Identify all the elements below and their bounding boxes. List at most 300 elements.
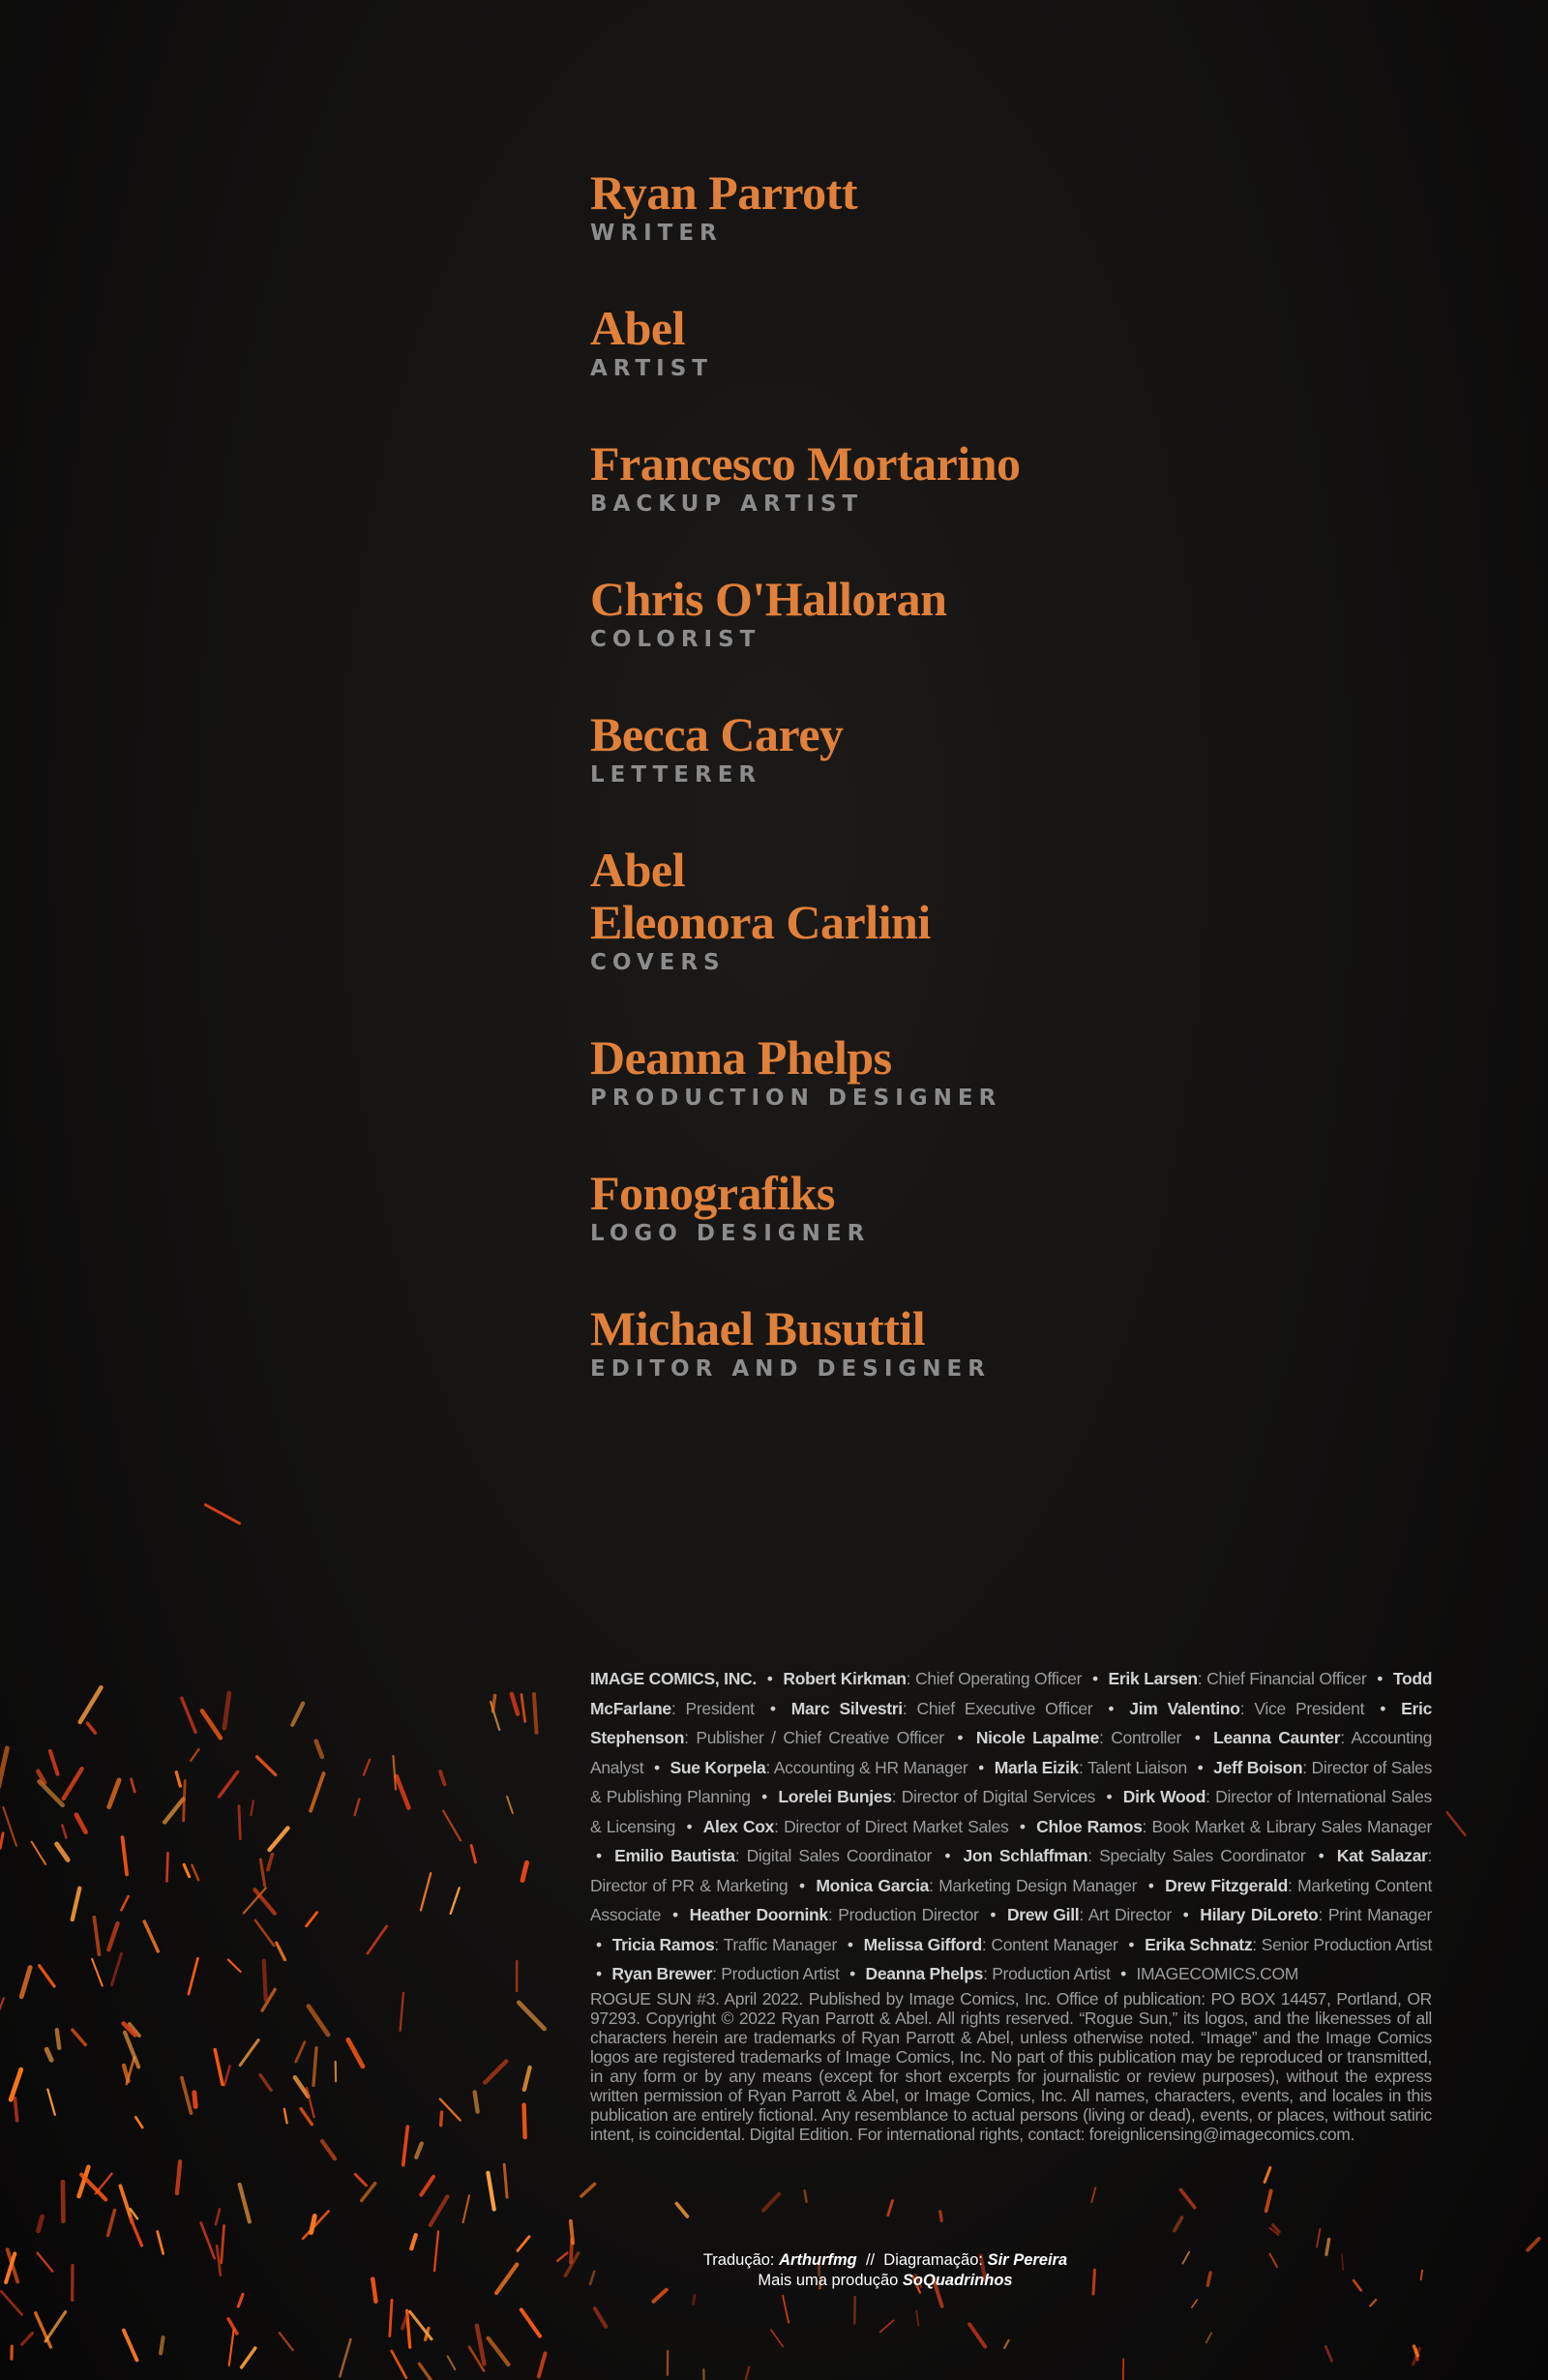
bullet-separator: • [766, 1669, 773, 1688]
credit-role: PRODUCTION DESIGNER [590, 1086, 1002, 1111]
credit-block [590, 844, 1461, 975]
credit-name: Ryan Parrott [590, 165, 857, 220]
ember-spark [46, 2049, 51, 2060]
staff-name: Nicole Lapalme [975, 1728, 1100, 1747]
ember-spark [158, 2231, 164, 2253]
ember-spark [22, 2334, 33, 2344]
ember-spark [783, 2296, 789, 2323]
ember-spark [571, 2221, 573, 2244]
ember-spark [39, 2216, 43, 2231]
ember-spark [448, 2356, 456, 2369]
ember-spark [166, 1853, 167, 1881]
staff-title: Accounting & HR Manager [773, 1757, 968, 1777]
ember-spark [50, 1751, 58, 1774]
staff-name: Dirk Wood [1122, 1787, 1206, 1806]
ember-spark [1266, 2190, 1271, 2211]
scan-credits-line-1 [580, 2250, 1190, 2271]
ember-spark [254, 1889, 275, 1914]
ember-spark [239, 1806, 240, 1839]
staff-name: Hilary DiLoreto [1200, 1905, 1319, 1924]
ember-spark [805, 2190, 807, 2201]
ember-spark [191, 1749, 198, 1761]
ember-spark [57, 1844, 69, 1859]
ember-spark [15, 2098, 16, 2121]
credit-name: Abel [590, 843, 685, 897]
staff-title: Vice President [1254, 1698, 1365, 1718]
credit-block [590, 1302, 1461, 1382]
ember-spark [260, 2075, 271, 2091]
bullet-separator: • [671, 1905, 678, 1924]
ember-spark [307, 2088, 314, 2117]
ember-spark [38, 2253, 53, 2272]
credit-name: Eleonora Carlini [590, 895, 931, 949]
credits-list [590, 166, 1461, 1438]
ember-spark [512, 1694, 518, 1714]
ember-spark [88, 1723, 96, 1733]
bullet-separator: • [761, 1787, 767, 1806]
staff-title: Director of Sales & Publishing Planning [590, 1757, 1433, 1806]
staff-name: Sue Korpela [670, 1757, 766, 1777]
ember-spark [411, 2235, 416, 2248]
ember-spark [242, 2348, 255, 2367]
staff-title: Specialty Sales Coordinator [1099, 1846, 1306, 1865]
ember-spark [1192, 2300, 1198, 2307]
ember-spark [124, 2331, 137, 2361]
ember-spark [202, 1711, 221, 1738]
ember-spark [440, 1771, 444, 1784]
bullet-separator: • [957, 1728, 964, 1747]
bullet-separator: • [769, 1698, 776, 1718]
ember-spark [45, 2312, 66, 2341]
ember-spark [0, 1833, 3, 1848]
credit-role: COVERS [590, 950, 726, 975]
credit-block [590, 1167, 1461, 1246]
ember-spark [189, 1958, 198, 1994]
ember-spark [403, 2127, 408, 2164]
staff-name: Heather Doornink [689, 1905, 828, 1924]
credit-name: Francesco Mortarino [590, 436, 1021, 491]
ember-spark [11, 2069, 21, 2099]
ember-spark [313, 2048, 316, 2086]
staff-title: Director of Direct Market Sales [784, 1816, 1009, 1836]
ember-spark [440, 2099, 461, 2121]
bullet-separator: • [944, 1846, 951, 1865]
ember-spark [355, 1800, 360, 1815]
ember-spark [111, 1953, 121, 1985]
credit-name: Chris O'Halloran [590, 572, 947, 626]
staff-title: Talent Liaison [1087, 1757, 1187, 1777]
ember-spark [224, 1693, 229, 1728]
ember-spark [364, 1760, 370, 1775]
ember-spark [1206, 2333, 1211, 2342]
ember-spark [194, 2093, 195, 2107]
ember-spark [182, 2078, 192, 2114]
ember-spark [519, 2003, 544, 2029]
bullet-separator: • [1182, 1905, 1189, 1924]
ember-spark [268, 1854, 273, 1869]
staff-name: Drew Gill [1006, 1905, 1080, 1924]
ember-spark [431, 2196, 448, 2225]
staff-title: Book Market & Library Sales Manager [1151, 1816, 1432, 1836]
staff-name: Jon Schlaffman [963, 1846, 1088, 1865]
staff-name: Chloe Ramos [1036, 1816, 1143, 1836]
ember-spark [123, 1837, 128, 1874]
bullet-separator: • [1147, 1875, 1154, 1895]
credit-block [590, 708, 1461, 788]
ember-spark [471, 1846, 475, 1862]
ember-spark [1270, 2254, 1277, 2267]
ember-spark [1447, 1812, 1466, 1834]
ember-spark [311, 1773, 323, 1811]
ember-spark [763, 2194, 779, 2211]
ember-spark [451, 1888, 460, 1914]
staff-name: Ryan Brewer [611, 1964, 713, 1983]
ember-spark [1180, 2189, 1194, 2207]
bullet-separator: • [686, 1816, 693, 1836]
staff-title: Chief Financial Officer [1206, 1669, 1367, 1688]
ember-spark [307, 1913, 317, 1926]
ember-spark [280, 2333, 293, 2350]
bullet-separator: • [1380, 1698, 1386, 1718]
ember-spark [284, 2109, 287, 2123]
scan-divider: // [865, 2251, 876, 2269]
production-label: Mais uma produção [758, 2272, 899, 2289]
translation-label: Tradução: [702, 2251, 775, 2269]
ember-spark [434, 2231, 438, 2271]
bullet-separator: • [596, 1846, 602, 1865]
ember-spark [121, 1896, 128, 1910]
staff-title: Content Manager [991, 1934, 1118, 1954]
ember-spark [416, 2144, 422, 2157]
ember-spark [0, 1998, 4, 2017]
staff-title: Art Director [1087, 1905, 1172, 1924]
ember-spark [1207, 2273, 1210, 2285]
ember-spark [443, 1811, 461, 1841]
ember-spark [125, 2033, 138, 2068]
ember-spark [488, 2173, 493, 2210]
ember-spark [880, 2320, 894, 2332]
ember-spark [355, 2174, 366, 2185]
credit-role: LETTERER [590, 762, 762, 788]
ember-spark [295, 2077, 308, 2097]
ember-spark [348, 2039, 363, 2066]
staff-name: Todd McFarlane [590, 1669, 1433, 1718]
ember-spark [1175, 2217, 1182, 2231]
ember-spark [47, 2090, 54, 2115]
ember-spark [771, 2330, 783, 2346]
ember-spark [1370, 2300, 1376, 2306]
ember-spark [419, 2364, 433, 2380]
credit-block [590, 302, 1461, 381]
ember-spark [557, 2253, 567, 2261]
staff-title: Digital Sales Coordinator [746, 1846, 933, 1865]
staff-title: Chief Operating Officer [914, 1669, 1083, 1688]
ember-spark [131, 2218, 142, 2246]
bullet-separator: • [1194, 1728, 1201, 1747]
ember-spark [132, 1779, 135, 1792]
bullet-separator: • [1108, 1698, 1115, 1718]
ember-spark [176, 1772, 180, 1786]
staff-name: Marc Silvestri [790, 1698, 903, 1718]
ember-spark [220, 1771, 238, 1797]
staff-title: Traffic Manager [723, 1934, 837, 1954]
ember-spark [240, 2185, 250, 2222]
ember-spark [292, 1704, 303, 1725]
ember-spark [62, 1825, 66, 1837]
ember-spark [368, 1926, 387, 1953]
ember-spark [135, 2117, 142, 2127]
staff-name: Erika Schnatz [1145, 1934, 1253, 1954]
credit-role: ARTIST [590, 356, 713, 381]
credit-role: COLORIST [590, 627, 761, 652]
ember-spark [475, 2092, 478, 2111]
staff-name: Deanna Phelps [865, 1964, 984, 1983]
credit-name: Fonografiks [590, 1166, 835, 1220]
ember-spark [217, 2246, 221, 2275]
ember-spark [63, 2182, 64, 2221]
staff-title: Director of Digital Services [901, 1787, 1096, 1806]
bullet-separator: • [990, 1905, 997, 1924]
ember-spark [108, 1923, 117, 1949]
ember-spark [496, 2265, 517, 2293]
staff-title: Chief Executive Officer [916, 1698, 1093, 1718]
credit-role: LOGO DESIGNER [590, 1221, 871, 1246]
credit-block [590, 1031, 1461, 1111]
staff-title: Publisher / Chief Creative Officer [696, 1728, 944, 1747]
staff-title: President [685, 1698, 755, 1718]
ember-spark [224, 2066, 230, 2085]
ember-spark [534, 1694, 537, 1733]
ember-spark [277, 1943, 285, 1959]
ember-spark [228, 1959, 241, 1972]
credit-name: Deanna Phelps [590, 1030, 892, 1085]
ember-spark [57, 2030, 59, 2048]
bullet-separator: • [1019, 1816, 1026, 1836]
company-name: IMAGE COMICS, INC. [590, 1669, 757, 1688]
credit-role: WRITER [590, 221, 723, 246]
staff-title: Production Artist [721, 1964, 840, 1983]
ember-spark [264, 1961, 266, 2000]
ember-spark [76, 1815, 86, 1832]
staff-name: Kat Salazar [1336, 1846, 1428, 1865]
ember-spark [269, 1828, 287, 1850]
ember-spark [201, 2222, 215, 2258]
ember-spark [184, 1864, 189, 1876]
credit-name: Michael Busuttil [590, 1301, 926, 1355]
ember-spark [229, 2330, 234, 2365]
ember-spark [745, 2367, 750, 2380]
staff-title: Controller [1111, 1728, 1182, 1747]
ember-spark [1342, 2254, 1343, 2270]
ember-spark [401, 1993, 403, 2031]
ember-spark [1317, 2229, 1320, 2247]
ember-spark [1091, 2187, 1095, 2202]
ember-spark [127, 2058, 134, 2084]
staff-name: Marla Eizik [994, 1757, 1079, 1777]
ember-spark [1528, 2239, 1538, 2250]
website-link: IMAGECOMICS.COM [1136, 1964, 1299, 1983]
ember-spark [485, 2062, 506, 2083]
ember-spark [108, 2210, 115, 2235]
bullet-separator: • [849, 1964, 855, 1983]
bullet-separator: • [596, 1964, 602, 1983]
ember-spark [3, 1807, 16, 1846]
credit-block [590, 437, 1461, 517]
credit-name: Abel [590, 301, 685, 355]
staff-name: Monica Garcia [816, 1875, 930, 1895]
bullet-separator: • [847, 1934, 853, 1954]
ember-spark [916, 2310, 918, 2325]
ember-spark [301, 2109, 312, 2125]
ember-spark [888, 2201, 893, 2216]
credit-block [590, 166, 1461, 246]
ember-spark [251, 1800, 253, 1815]
ember-spark [164, 1800, 183, 1823]
ember-spark [421, 2177, 433, 2195]
bullet-separator: • [798, 1875, 805, 1895]
bullet-separator: • [654, 1757, 660, 1777]
ember-spark [393, 1756, 396, 1790]
staff-name: Jeff Boison [1213, 1757, 1303, 1777]
ember-spark [694, 2296, 695, 2305]
staff-title: Senior Production Artist [1261, 1934, 1433, 1954]
ember-spark [522, 1862, 526, 1880]
ember-spark [40, 1781, 63, 1804]
bullet-separator: • [1106, 1787, 1113, 1806]
staff-name: Erik Larsen [1108, 1669, 1198, 1688]
ember-spark [144, 1921, 158, 1951]
bullet-separator: • [1128, 1934, 1135, 1954]
ember-spark [40, 1966, 54, 1986]
credit-role: EDITOR AND DESIGNER [590, 1356, 991, 1382]
ember-spark [676, 2204, 687, 2216]
legal-notice: ROGUE SUN #3. April 2022. Published by Image Comics, Inc. Office of publication: PO BOX 14457, Portland, OR 97293. Copyright © 2022 Ryan Parrott & Abel. All rights reserved. “Rogue Sun,” its logos, and the likenesses of all characters herein are trademarks of Ryan Parrott & Abel, unless otherwise noted. “Image” and the Image Comics logos are registered trademarks of Image Comics, Inc. No part of this publication may be reproduced or transmitted, in any form or by any means (except for short excerpts for journalistic or review purposes), without the express written permission of Ryan Parrott & Abel, or Image Comics, Inc. All names, characters, events, and locales in this publication are entirely fictional. Any resemblance to actual persons (living or dead), events, or places, without satiric intent, is coincidental. Digital Edition. For international rights, contact: foreignlicensing@imagecomics.com. [590, 1989, 1432, 2144]
bullet-separator: • [596, 1934, 602, 1954]
ember-spark [205, 1504, 239, 1523]
ember-spark [73, 1889, 79, 1919]
ember-spark [192, 1865, 198, 1881]
bullet-separator: • [1197, 1757, 1204, 1777]
ember-spark [524, 2068, 530, 2090]
staff-name: Drew Fitzgerald [1165, 1875, 1288, 1895]
bullet-separator: • [1377, 1669, 1384, 1688]
ember-spark [390, 2300, 392, 2335]
ember-spark [504, 2164, 507, 2197]
ember-spark [216, 2209, 220, 2224]
staff-title: Marketing Design Manager [938, 1875, 1138, 1895]
ember-spark [182, 1698, 195, 1732]
ember-spark [441, 2112, 442, 2126]
ember-spark [362, 2184, 375, 2201]
staff-title: Print Manager [1327, 1905, 1433, 1924]
ember-spark [1, 2291, 21, 2314]
ember-spark [1326, 2240, 1329, 2255]
ember-spark [1004, 2340, 1008, 2348]
ember-spark [80, 1687, 102, 1722]
staff-name: Lorelei Bunjes [778, 1787, 892, 1806]
staff-name: Eric Stephenson [590, 1698, 1433, 1747]
layout-artist-name: Sir Pereira [987, 2251, 1068, 2269]
ember-spark [521, 1694, 525, 1721]
credit-name: Becca Carey [590, 707, 844, 761]
ember-spark [177, 2161, 180, 2193]
ember-spark [260, 1859, 264, 1886]
ember-spark [94, 1918, 99, 1954]
ember-spark [215, 2050, 223, 2085]
publisher-staff-list: IMAGE COMICS, INC. • Robert Kirkman: Chief Operating Officer • Erik Larsen: Chief Financial Officer • Todd McFarlane: President • Marc Silvestri: Chief Executive Officer • Jim Valentino: Vice President • Eric Stephenson: Publisher / Chief Creative Officer • Nicole Lapalme: Controller • Leanna Caunter: Accounting Analyst • Sue Korpela: Accounting & HR Manager • Marla Eizik: Talent Liaison • Jeff Boison: Director of Sales & Publishing Planning • Lorelei Bunjes: Director of Digital Services • Dirk Wood: Director of International Sales & Licensing • Alex Cox: Director of Direct Market Sales • Chloe Ramos: Book Market & Library Sales Manager • Emilio Bautista: Digital Sales Coordinator • Jon Schlaffman: Specialty Sales Coordinator • Kat Salazar: Director of PR & Marketing • Monica Garcia: Marketing Design Manager • Drew Fitzgerald: Marketing Content Associate • Heather Doornink: Production Director • Drew Gill: Art Director • Hilary DiLoreto: Print Manager • Tricia Ramos: Traffic Manager • Melissa Gifford: Content Manager • Erika Schnatz: Senior Production Artist • Ryan Brewer: Production Artist • Deanna Phelps: Production Artist • IMAGECOMICS.COM [590, 1669, 1433, 1983]
ember-spark [120, 2186, 132, 2221]
ember-spark [240, 2040, 258, 2066]
ember-spark [477, 2326, 485, 2365]
ember-spark [581, 2184, 595, 2196]
scan-group-name: SoQuadrinhos [902, 2272, 1013, 2289]
staff-title: Director of International Sales & Licensing [590, 1787, 1433, 1836]
scan-credits [580, 2250, 1190, 2291]
scan-credits-line-2 [580, 2271, 1190, 2291]
ember-spark [392, 2351, 406, 2378]
staff-name: Alex Cox [702, 1816, 775, 1836]
credit-block [590, 573, 1461, 652]
ember-spark [32, 1842, 45, 1864]
staff-title: Marketing Content Associate [590, 1875, 1433, 1924]
ember-spark [109, 1780, 119, 1807]
ember-spark [463, 2195, 469, 2222]
staff-name: Leanna Caunter [1213, 1728, 1341, 1747]
ember-spark [222, 2225, 224, 2263]
staff-title: Director of PR & Marketing [590, 1875, 789, 1895]
ember-spark [255, 1920, 274, 1946]
staff-title: Production Director [838, 1905, 979, 1924]
ember-spark [257, 1757, 276, 1775]
ember-spark [73, 2030, 85, 2044]
ember-spark [340, 2339, 350, 2376]
ember-spark [421, 1873, 431, 1910]
ember-spark [1421, 2270, 1423, 2279]
bullet-separator: • [1120, 1964, 1126, 1983]
ember-spark [518, 2237, 529, 2251]
ember-spark [312, 2216, 315, 2232]
staff-title: Accounting Analyst [590, 1728, 1433, 1777]
ember-spark [524, 2105, 525, 2138]
staff-name: Tricia Ramos [611, 1934, 715, 1954]
bullet-separator: • [1318, 1846, 1325, 1865]
ember-spark [489, 2338, 509, 2365]
ember-spark [507, 1797, 513, 1813]
ember-spark [238, 2294, 243, 2306]
ember-spark [161, 2337, 163, 2353]
ember-spark [1354, 2280, 1361, 2290]
staff-name: Melissa Gifford [863, 1934, 982, 1954]
ember-spark [316, 1741, 322, 1757]
ember-spark [521, 2309, 540, 2335]
ember-spark [372, 2279, 375, 2302]
ember-spark [402, 2316, 406, 2328]
ember-spark [539, 2354, 546, 2377]
staff-name: Jim Valentino [1129, 1698, 1240, 1718]
staff-name: Emilio Bautista [614, 1846, 735, 1865]
ember-spark [1265, 2168, 1270, 2183]
layout-label: Diagramação: [883, 2251, 983, 2269]
ember-spark [1325, 2346, 1331, 2361]
staff-title: Production Artist [992, 1964, 1111, 1983]
bullet-separator: • [1091, 1669, 1098, 1688]
ember-spark [595, 2308, 606, 2327]
ember-spark [36, 2313, 51, 2347]
ember-spark [184, 1781, 186, 1821]
ember-spark [309, 2007, 328, 2036]
bullet-separator: • [978, 1757, 984, 1777]
ember-spark [1414, 2346, 1418, 2356]
